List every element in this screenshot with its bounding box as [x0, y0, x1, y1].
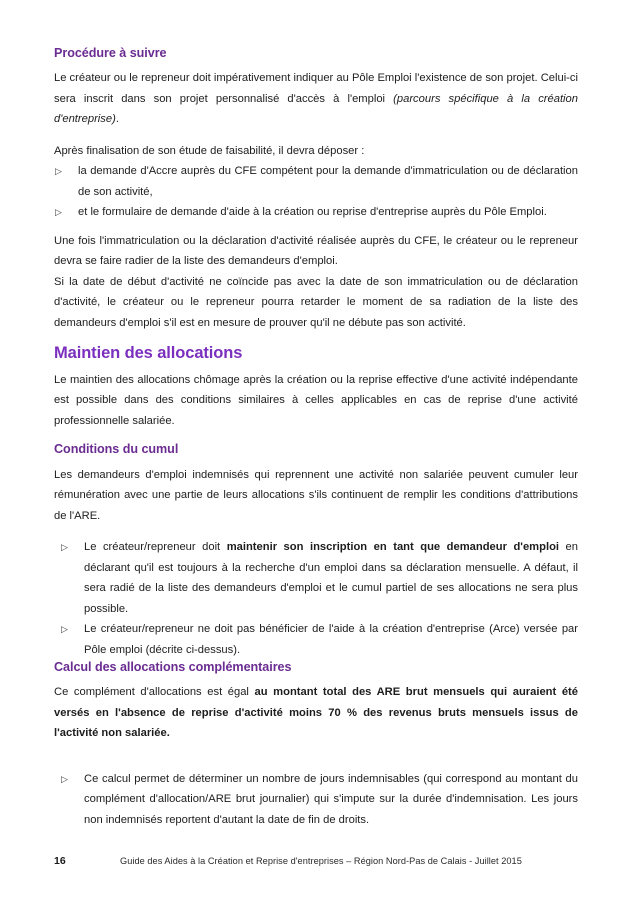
list-item-jours-indemnisables-text: Ce calcul permet de déterminer un nombre de jours indemnisables (qui correspond au montant du complément d'allocation/ARE brut journalier) qui s'impute sur la durée d'indemnisation. Les jours non indemnisés reportent d'autant la date de fin de droits. — [84, 772, 578, 826]
paragraph-calcul-complement-bold: au montant total des ARE brut mensuels qui auraient été versés en l'absence de reprise d'activité moins 70 % des revenus bruts mensuels issus de l'activité non salariée. — [54, 686, 579, 740]
triangle-bullet-icon: ▷ — [55, 166, 62, 177]
paragraph-maintien: Le maintien des allocations chômage après la création ou la reprise effective d'une activité indépendante est possible dans des conditions similaires à celles applicables en cas de reprise d'une activité professionnelle salariée. — [54, 373, 578, 427]
spacer — [54, 223, 578, 231]
paragraph-date-debut: Si la date de début d'activité ne coïncide pas avec la date de son immatriculation ou de déclaration d'activité, le créateur ou le repreneur pourra retarder le moment de sa radiation de la liste des demandeurs d'emploi s'il est en mesure de prouver qu'il ne débute pas son activité. — [54, 275, 578, 329]
triangle-bullet-icon: ▷ — [61, 624, 68, 635]
list-item-pas-arce-text: Le créateur/repreneur ne doit pas bénéficier de l'aide à la création d'entreprise (Arce) versée par Pôle emploi (décrite ci-dessus). — [84, 623, 578, 656]
page-footer — [54, 855, 584, 875]
heading-maintien-des-allocations: Maintien des allocations — [54, 344, 243, 363]
list-item-jours-indemnisables — [54, 769, 578, 831]
triangle-bullet-icon: ▷ — [61, 773, 68, 784]
paragraph-conditions-cumul: Les demandeurs d'emploi indemnisés qui reprennent une activité non salariée peuvent cumuler leur rémunération avec une partie de leurs allocations s'ils continuent de remplir les conditions d'attributions de l'ARE. — [54, 468, 578, 522]
footer-caption: Guide des Aides à la Création et Reprise d'entreprises – Région Nord-Pas de Calais - Juillet 2015 — [120, 856, 522, 866]
list-item-maintenir-inscription-text-b: en déclarant qu'il est toujours à la recherche d'un emploi dans sa déclaration mensuelle. A défaut, il sera radié de la liste des demandeurs d'emploi et le cumul partiel de ses allocations ne sera plus possible. — [84, 541, 578, 615]
list-item-formulaire-text: et le formulaire de demande d'aide à la création ou reprise d'entreprise auprès du Pôle Emploi. — [78, 206, 547, 219]
paragraph-procedure-deposer: Après finalisation de son étude de faisabilité, il devra déposer : — [54, 144, 365, 157]
paragraph-radiation: Une fois l'immatriculation ou la déclaration d'activité réalisée auprès du CFE, le créateur ou le repreneur devra se faire radier de la liste des demandeurs d'emploi. — [54, 234, 578, 268]
list-item-maintenir-inscription-bold: maintenir son inscription en tant que demandeur d'emploi — [226, 541, 560, 554]
heading-procedure-a-suivre: Procédure à suivre — [54, 46, 167, 60]
paragraph-calcul-complement — [54, 682, 578, 744]
paragraph-calcul-complement-text-a: Ce complément d'allocations est égal — [54, 686, 255, 699]
list-item-pas-arce — [54, 619, 578, 660]
paragraph-procedure-intro — [54, 68, 578, 130]
paragraph-procedure-intro-text-b: . — [115, 113, 119, 126]
heading-conditions-du-cumul: Conditions du cumul — [54, 442, 179, 457]
spacer — [54, 755, 578, 769]
triangle-bullet-icon: ▷ — [61, 542, 68, 553]
list-item-formulaire — [54, 202, 578, 223]
paragraph-procedure-intro-italic: (parcours spécifique à la création d'entreprise) — [54, 92, 578, 126]
paragraph-procedure-intro-text-a: Le créateur ou le repreneur doit impérativement indiquer au Pôle Emploi l'existence de son projet. Celui-ci sera inscrit dans son projet personnalisé d'accès à l'emploi — [54, 72, 578, 105]
page-content — [54, 46, 578, 830]
list-item-maintenir-inscription — [54, 537, 578, 619]
triangle-bullet-icon: ▷ — [55, 207, 62, 218]
list-item-accre — [54, 161, 578, 202]
list-item-maintenir-inscription-text-a: Le créateur/repreneur doit — [84, 541, 227, 554]
list-item-accre-text: la demande d'Accre auprès du CFE compétent pour la demande d'immatriculation ou de déclaration de son activité, — [78, 165, 578, 198]
heading-calcul-allocations-complementaires: Calcul des allocations complémentaires — [54, 660, 292, 675]
page-number: 16 — [54, 855, 66, 867]
